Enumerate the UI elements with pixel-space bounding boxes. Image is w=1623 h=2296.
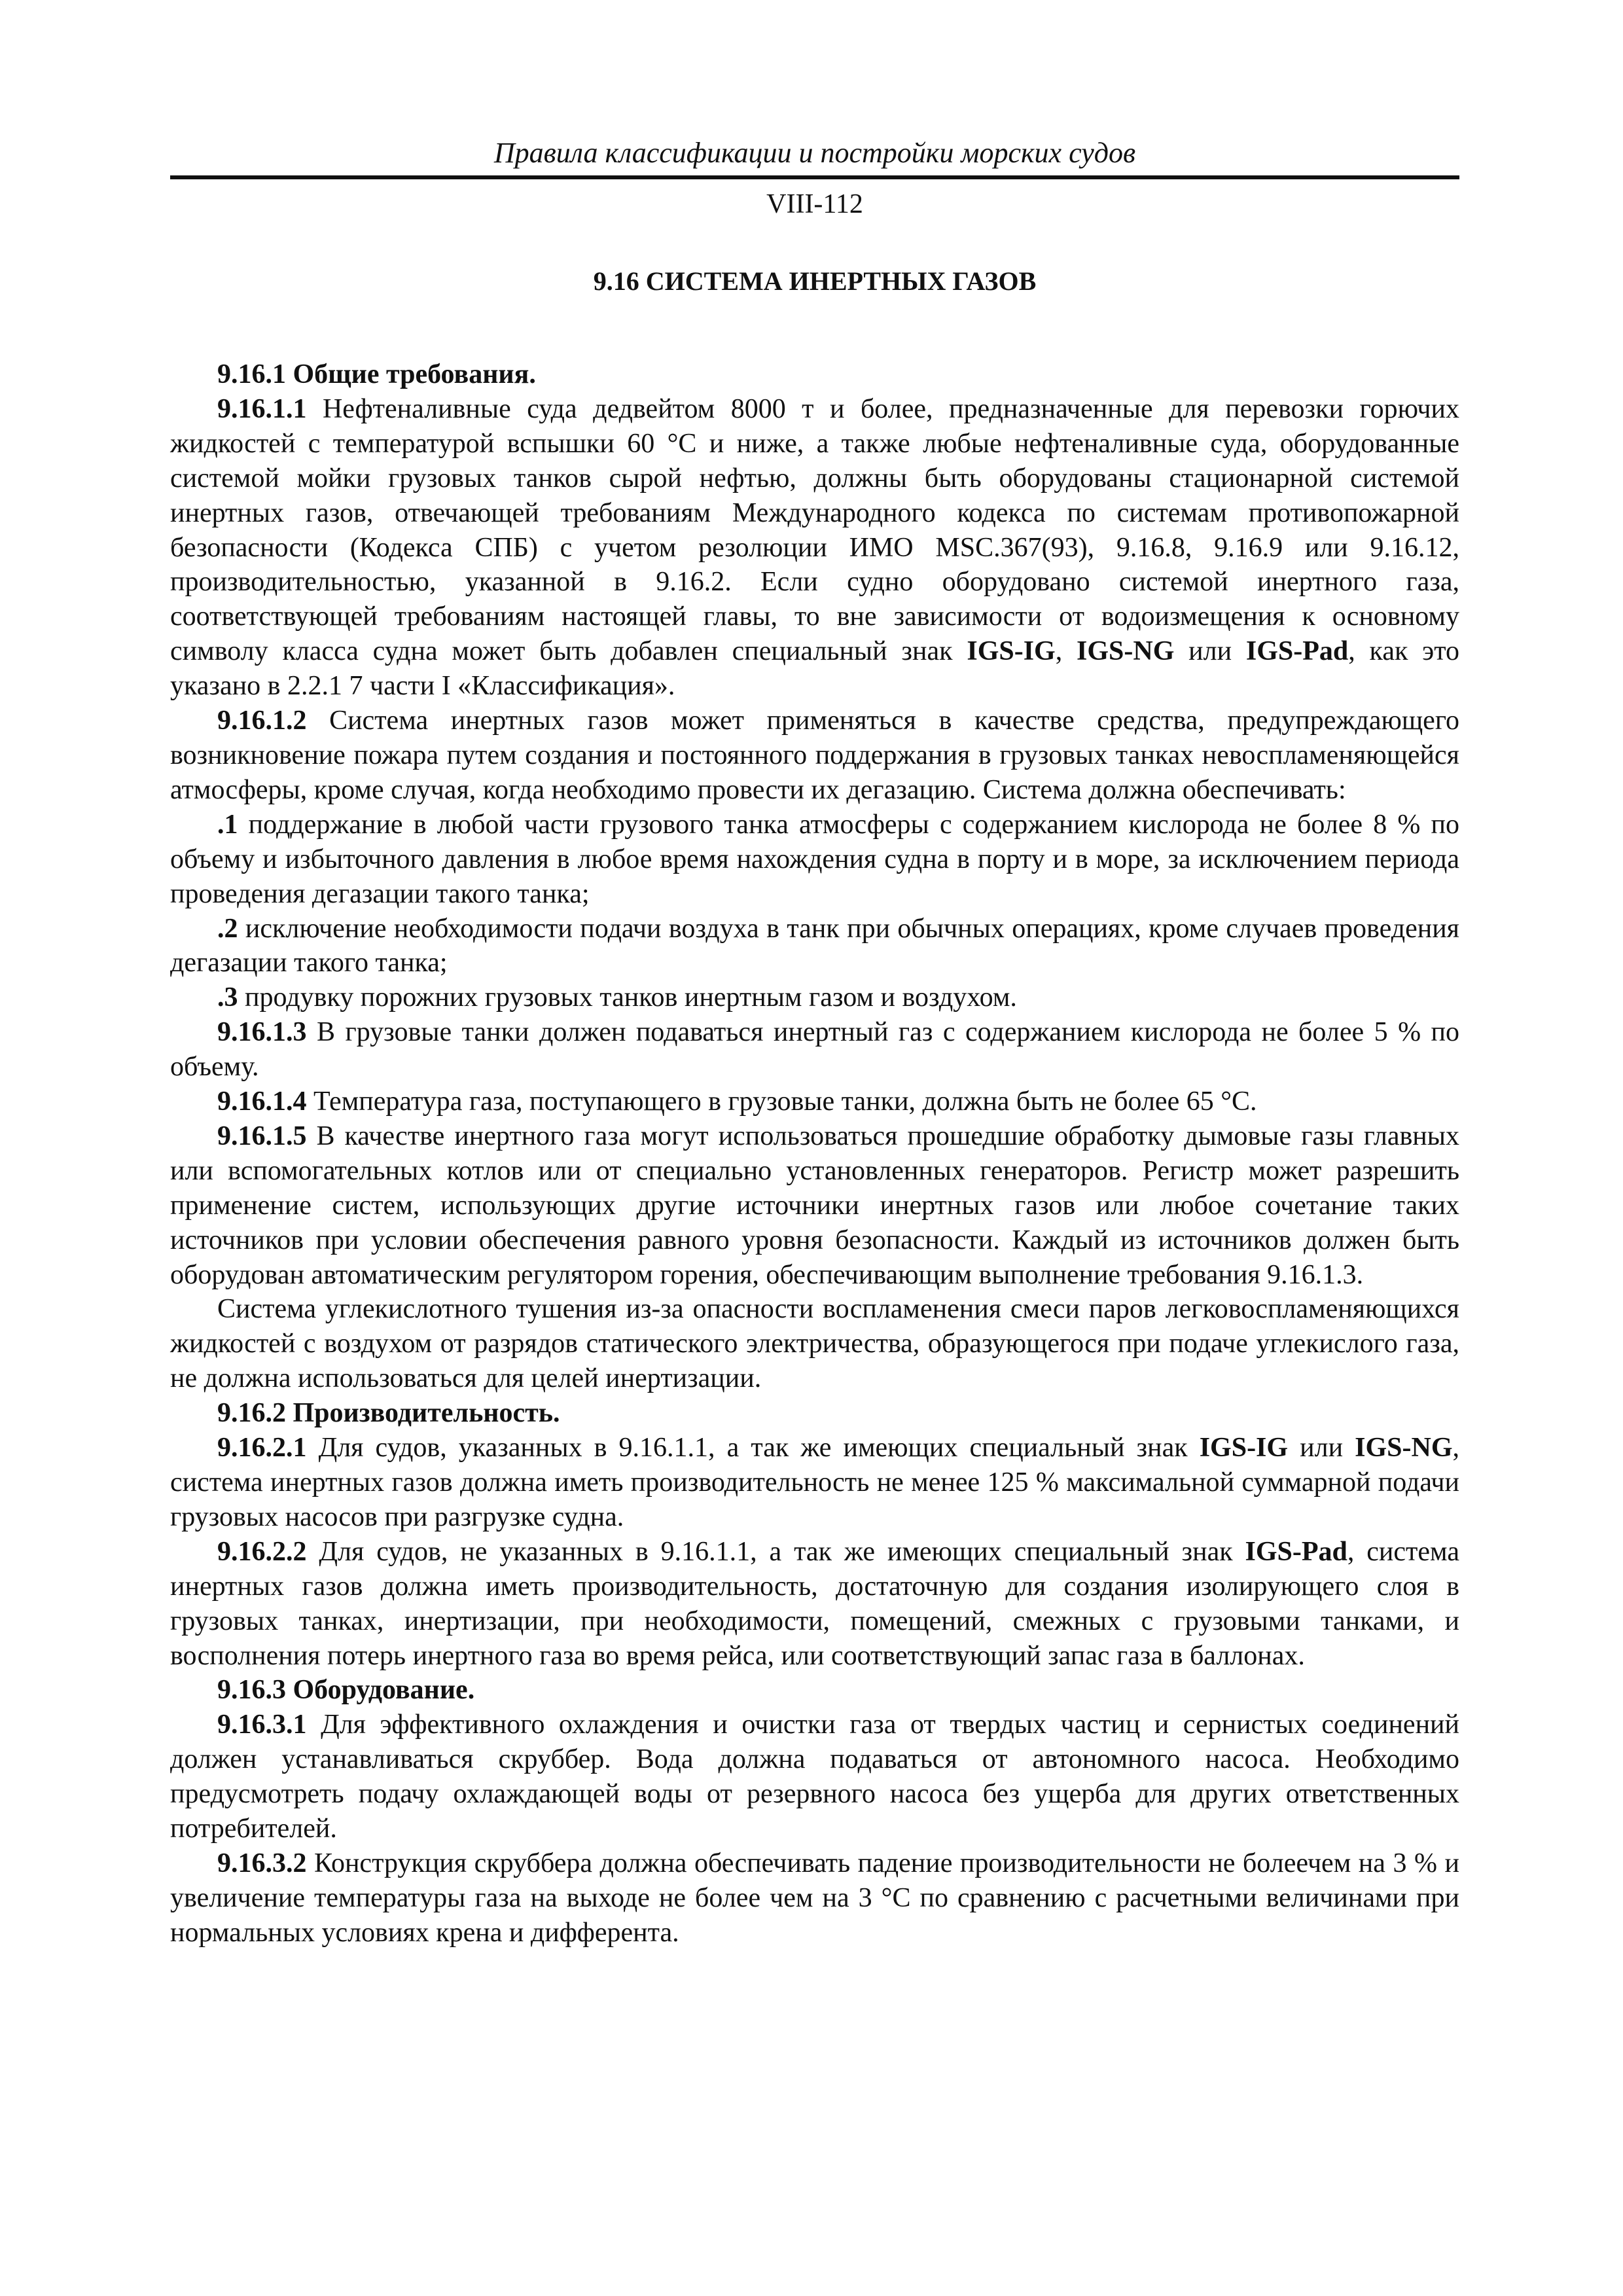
item-text: поддержание в любой части грузового танка атмосферы с содержанием кислорода не более 8 % по объему и избыточного давления в любое время нахождения судна в порту и в море, за исключением периода проведения дегазации такого танка; (170, 809, 1459, 909)
clause-number: 9.16.1.4 (217, 1086, 307, 1117)
paragraph-text: Для эффективного охлаждения и очистки газа от твердых частиц и сернистых соединений должен устанавливаться скруббер. Вода должна подаваться от автономного насоса. Необходимо предусмотреть подачу охлаждающей воды от резервного насоса без ущерба для других ответственных потребителей. (170, 1710, 1459, 1844)
paragraph-text: или (1174, 636, 1246, 667)
running-header-title: Правила классификации и постройки морских судов (493, 137, 1136, 169)
paragraph-9-16-1-1 (170, 392, 1459, 704)
paragraph-text: Для судов, указанных в 9.16.1.1, а так же имеющих специальный знак (306, 1433, 1200, 1463)
class-notation: IGS-IG (967, 636, 1056, 667)
header-rule (170, 175, 1459, 179)
item-text: исключение необходимости подачи воздуха в танк при обычных операциях, кроме случаев проведения дегазации такого танка; (170, 913, 1459, 978)
paragraph-9-16-1-5 (170, 1119, 1459, 1293)
paragraph-text: Конструкция скруббера должна обеспечивать падение производительности не болеечем на 3 % и увеличение температуры газа на выходе не более чем на 3 °С по сравнению с расчетными величинами при нормальных условиях крена и дифферента. (170, 1848, 1459, 1948)
class-notation: IGS-IG (1199, 1433, 1289, 1463)
list-item-2 (170, 912, 1459, 981)
paragraph-text: или (1288, 1433, 1355, 1463)
body-text (170, 357, 1459, 1950)
clause-number: 9.16.1.3 (217, 1017, 307, 1048)
clause-number: 9.16.2.1 (217, 1433, 307, 1463)
paragraph-text: Нефтеналивные суда дедвейтом 8000 т и более, предназначенные для перевозки горючих жидкостей с температурой вспышки 60 °С и ниже, а также любые нефтеналивные суда, оборудованные системой мойки грузовых танков сырой нефтью, должны быть оборудованы стационарной системой инертных газов, отвечающей требованиям Международного кодекса по системам противопожарной безопасности (Кодекса СПБ) с учетом резолюции ИМО MSC.367(93), 9.16.8, 9.16.9 или 9.16.12, производительностью, указанной в 9.16.2. Если судно оборудовано системой инертного газа, соответствующей требованиям настоящей главы, то вне зависимости от водоизмещения к основному символу класса судна может быть добавлен специальный знак (170, 393, 1459, 667)
paragraph-co2-system: Система углекислотного тушения из-за опасности воспламенения смеси паров легковоспламеняющихся жидкостей с воздухом от разрядов статического электричества, образующегося при подаче углекислого газа, не должна использоваться для целей инертизации. (170, 1294, 1459, 1394)
item-number: .2 (217, 913, 238, 944)
item-text: продувку порожних грузовых танков инертным газом и воздухом. (238, 982, 1017, 1013)
paragraph-9-16-2-1 (170, 1431, 1459, 1535)
paragraph-text: , как это указано в 2.2.1 7 части I «Классификация». (170, 636, 1460, 702)
paragraph-text: Температура газа, поступающего в грузовые танки, должна быть не более 65 °С. (306, 1086, 1257, 1117)
clause-number: 9.16.3.1 (217, 1710, 307, 1740)
paragraph-9-16-1-2 (170, 704, 1459, 808)
clause-number: 9.16.1.2 (217, 706, 307, 736)
class-notation: IGS-NG (1355, 1433, 1453, 1463)
paragraph-text: В качестве инертного газа могут использоваться прошедшие обработку дымовые газы главных или вспомогательных котлов или от специально установленных генераторов. Регистр может разрешить применение систем, использующих другие источники инертных газов или любое сочетание таких источников при условии обеспечения равного уровня безопасности. Каждый из источников должен быть оборудован автоматическим регулятором горения, обеспечивающим выполнение требования 9.16.1.3. (170, 1121, 1459, 1290)
item-number: .3 (217, 982, 238, 1013)
paragraph-9-16-3-2 (170, 1846, 1459, 1950)
section-title: 9.16 СИСТЕМА ИНЕРТНЫХ ГАЗОВ (593, 266, 1037, 296)
subsection-heading-equipment: 9.16.3 Оборудование. (217, 1675, 475, 1706)
list-item-3 (170, 980, 1459, 1015)
clause-number: 9.16.1.5 (217, 1121, 307, 1151)
page-number: VIII-112 (766, 189, 863, 219)
paragraph-text: , система инертных газов должна иметь производительность, достаточную для создания изолирующего слоя в грузовых танках, инертизации, при необходимости, помещений, смежных с грузовыми танками, и восполнения потерь инертного газа во время рейса, или соответствующий запас газа в баллонах. (170, 1536, 1459, 1671)
paragraph-text: , (1055, 636, 1077, 667)
paragraph-text: Для судов, не указанных в 9.16.1.1, а так же имеющих специальный знак (306, 1536, 1245, 1567)
paragraph-text: В грузовые танки должен подаваться инертный газ с содержанием кислорода не более 5 % по объему. (170, 1017, 1459, 1083)
paragraph-9-16-2-2 (170, 1535, 1459, 1674)
clause-number: 9.16.2.2 (217, 1536, 307, 1567)
paragraph-text: , система инертных газов должна иметь производительность не менее 125 % максимальной суммарной подачи грузовых насосов при разгрузке судна. (170, 1433, 1459, 1532)
paragraph-9-16-3-1 (170, 1708, 1459, 1846)
list-item-1 (170, 808, 1459, 912)
class-notation: IGS-Pad (1245, 636, 1349, 667)
item-number: .1 (217, 809, 238, 840)
class-notation: IGS-Pad (1245, 1536, 1347, 1567)
paragraph-9-16-1-3 (170, 1015, 1459, 1085)
paragraph-9-16-1-4 (170, 1085, 1459, 1119)
clause-number: 9.16.1.1 (217, 393, 307, 424)
paragraph-text: Система инертных газов может применяться в качестве средства, предупреждающего возникновение пожара путем создания и постоянного поддержания в грузовых танках невоспламеняющейся атмосферы, кроме случая, когда необходимо провести их дегазацию. Система должна обеспечивать: (170, 706, 1459, 805)
subsection-heading-general: 9.16.1 Общие требования. (217, 359, 536, 389)
clause-number: 9.16.3.2 (217, 1848, 307, 1878)
subsection-heading-capacity: 9.16.2 Производительность. (217, 1398, 560, 1429)
class-notation: IGS-NG (1077, 636, 1175, 667)
